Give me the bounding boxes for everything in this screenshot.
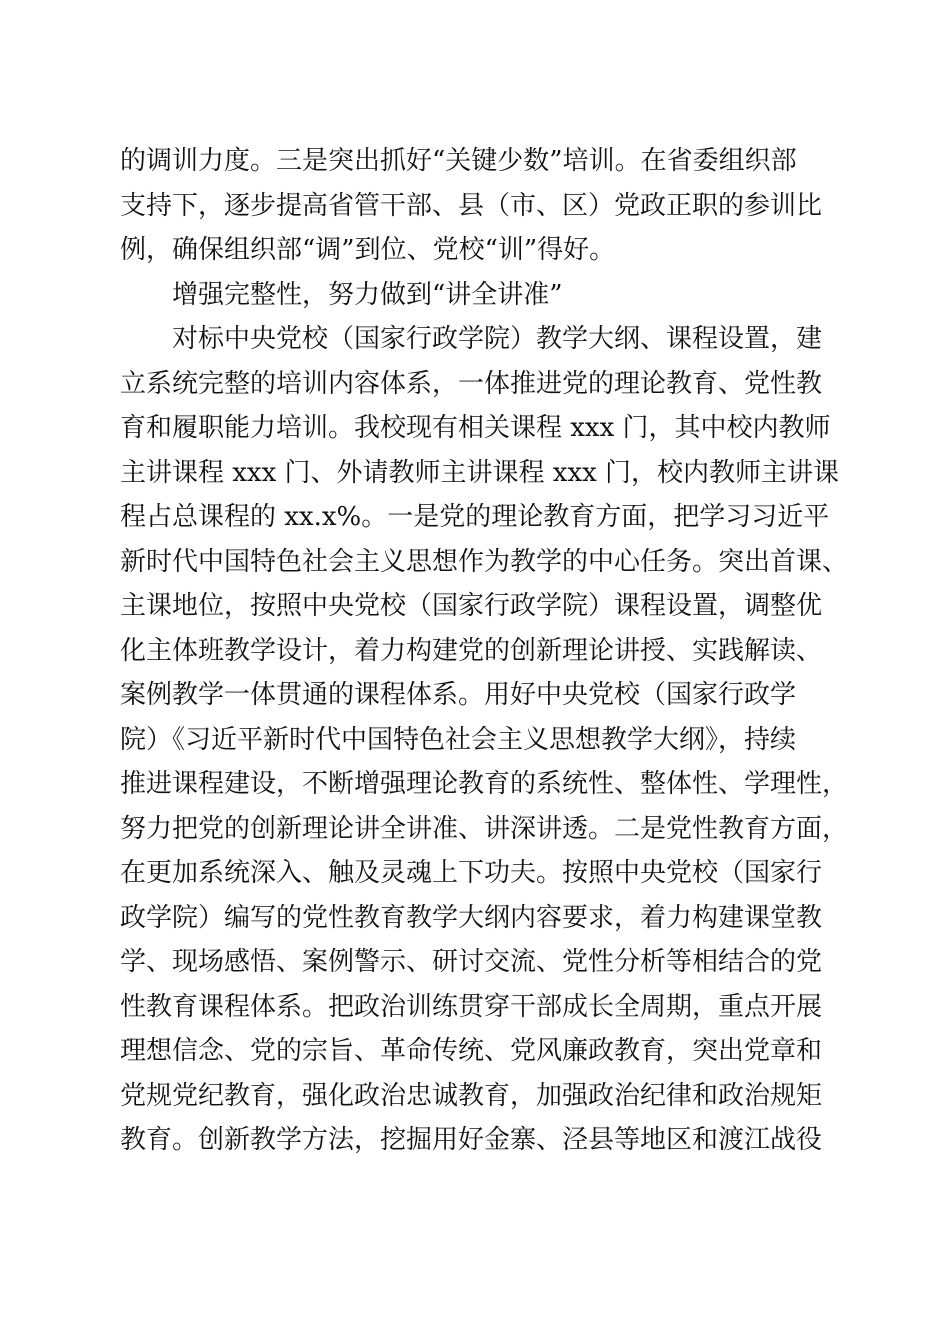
text-line: 支持下，逐步提高省管干部、县（市、区）党政正职的参训比: [120, 190, 823, 221]
document-body: [120, 139, 849, 1163]
text-line: 的调训力度。三是突出抓好“关键少数”培训。在省委组织部: [120, 146, 797, 176]
text-line: 在更加系统深入、触及灵魂上下功夫。按照中央党校（国家行: [120, 858, 823, 888]
text-line: 教育。创新教学方法，挖掘用好金寨、泾县等地区和渡江战役: [120, 1125, 823, 1155]
text-line: 化主体班教学设计，着力构建党的创新理论讲授、实践解读、: [120, 635, 823, 666]
text-line: 主讲课程 xxx 门、外请教师主讲课程 xxx 门，校内教师主讲课: [120, 457, 840, 488]
text-line: 性教育课程体系。把政治训练贯穿干部成长全周期，重点开展: [120, 991, 823, 1022]
text-line: 例，确保组织部“调”到位、党校“训”得好。: [120, 235, 616, 265]
text-line: 程占总课程的 xx.x%。一是党的理论教育方面，把学习习近平: [120, 502, 830, 532]
text-line: 推进课程建设，不断增强理论教育的系统性、整体性、学理性，: [120, 769, 849, 799]
text-line: 主课地位，按照中央党校（国家行政学院）课程设置，调整优: [120, 591, 823, 621]
text-line: 努力把党的创新理论讲全讲准、讲深讲透。二是党性教育方面，: [120, 813, 849, 844]
text-line: 党规党纪教育，强化政治忠诚教育，加强政治纪律和政治规矩: [120, 1080, 823, 1111]
text-line: 立系统完整的培训内容体系，一体推进党的理论教育、党性教: [120, 368, 823, 399]
text-line: 理想信念、党的宗旨、革命传统、党风廉政教育，突出党章和: [120, 1036, 823, 1066]
text-line: 对标中央党校（国家行政学院）教学大纲、课程设置，建: [172, 324, 823, 354]
text-line: 新时代中国特色社会主义思想作为教学的中心任务。突出首课、: [120, 546, 849, 577]
text-line: 案例教学一体贯通的课程体系。用好中央党校（国家行政学: [120, 680, 797, 710]
text-line: 政学院）编写的党性教育教学大纲内容要求，着力构建课堂教: [120, 902, 823, 933]
text-line: 育和履职能力培训。我校现有相关课程 xxx 门，其中校内教师: [120, 413, 831, 443]
text-line: 院）《习近平新时代中国特色社会主义思想教学大纲》，持续: [120, 724, 797, 755]
section-heading: 增强完整性，努力做到“讲全讲准”: [172, 279, 563, 310]
text-line: 学、现场感悟、案例警示、研讨交流、党性分析等相结合的党: [120, 947, 823, 977]
